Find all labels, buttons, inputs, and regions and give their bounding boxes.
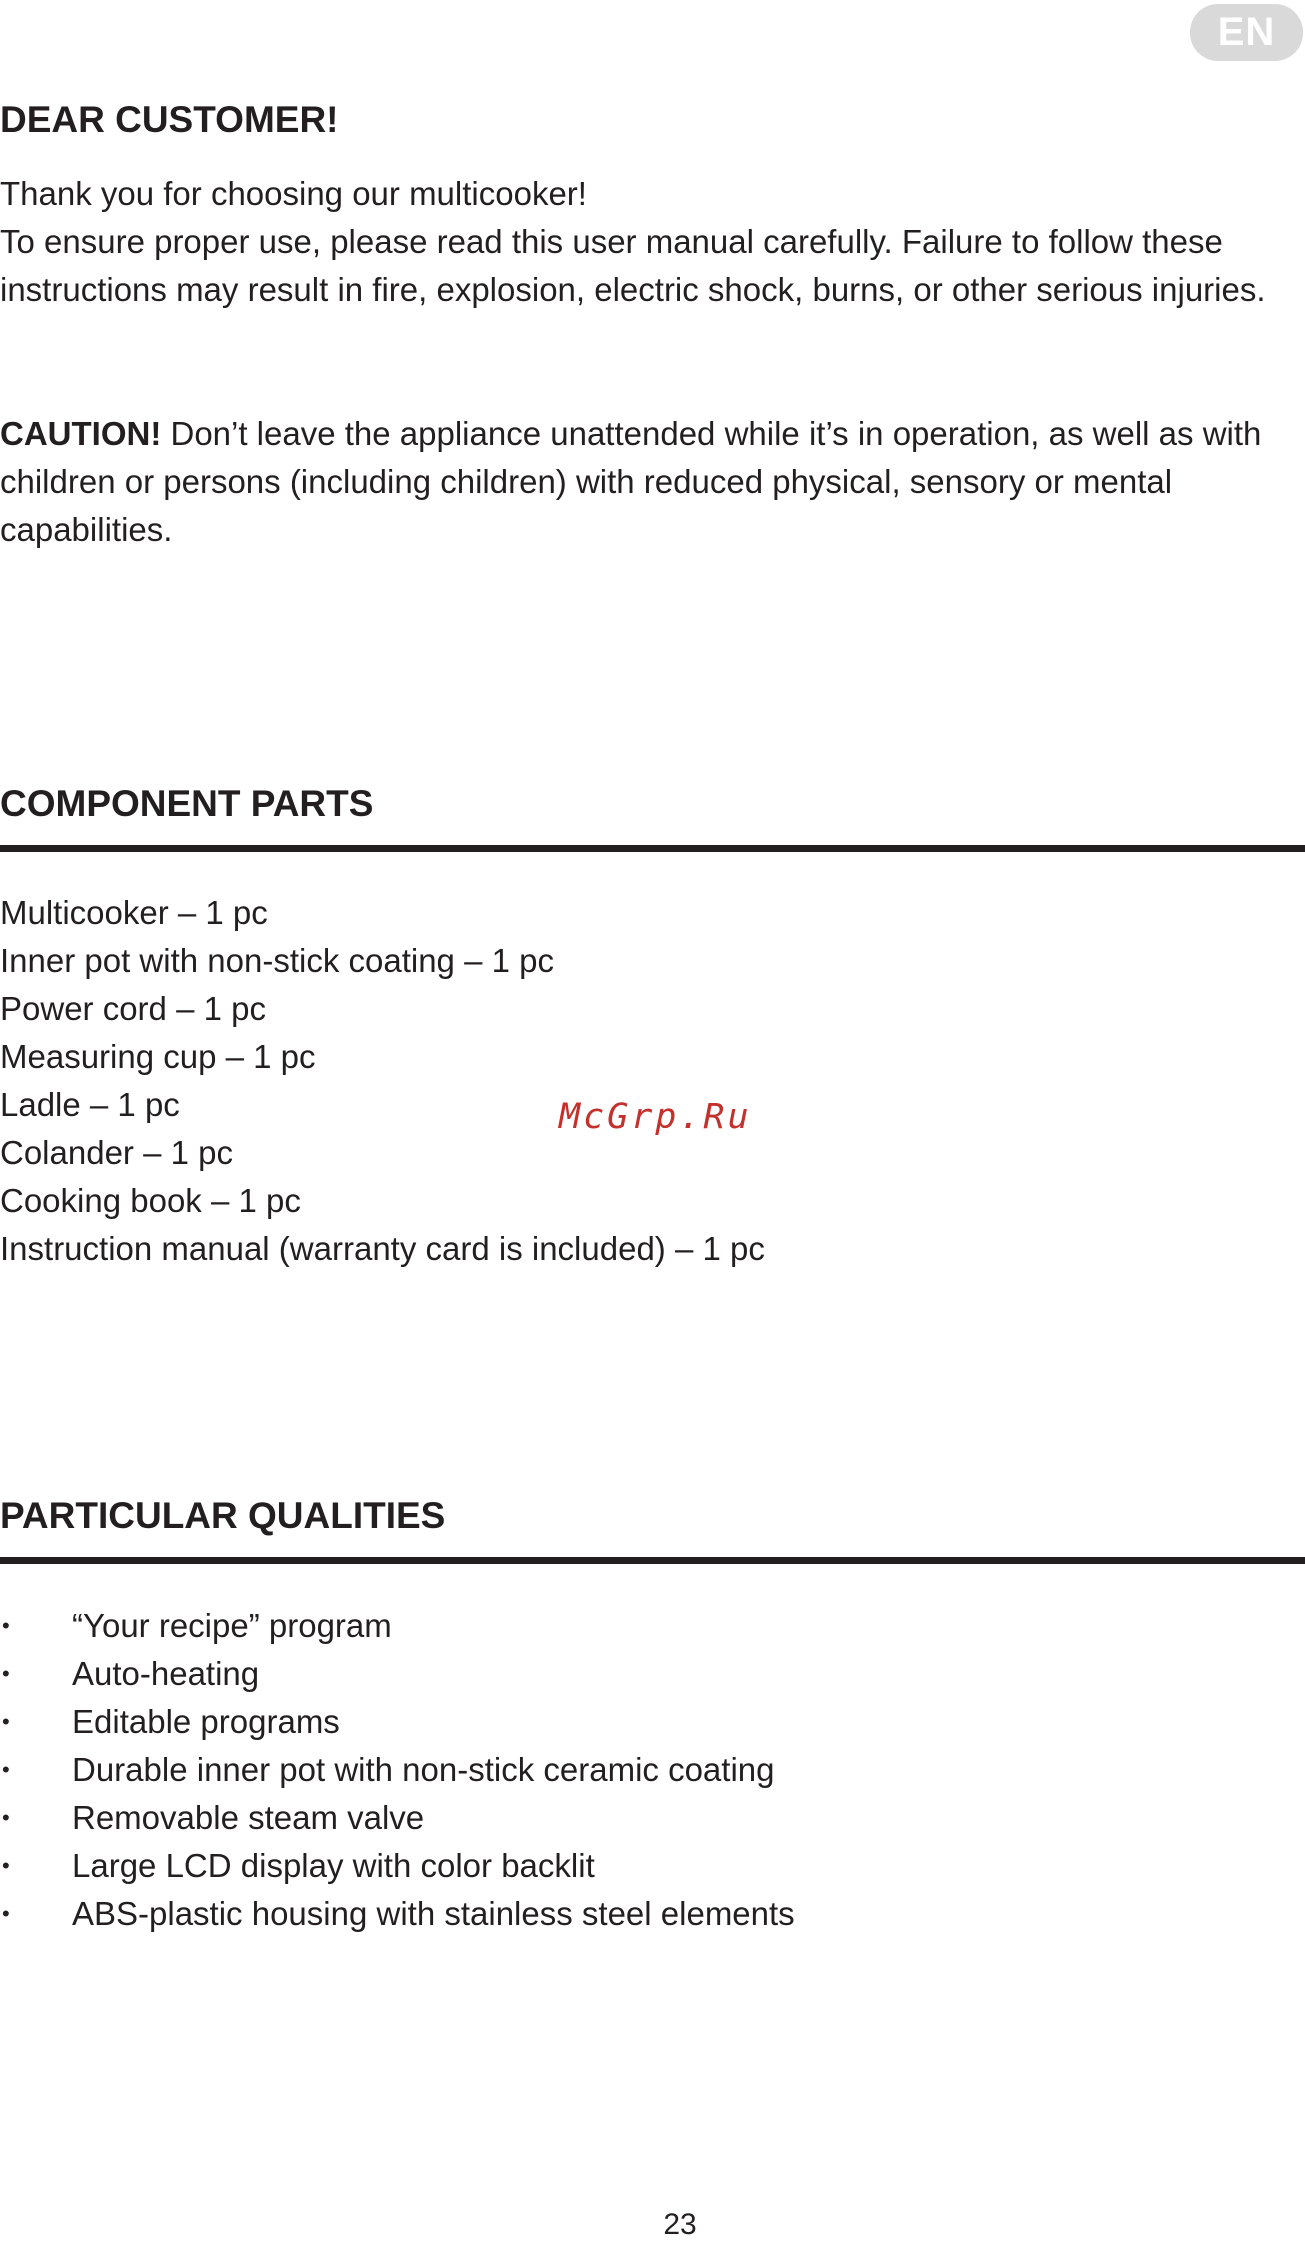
bullet-icon: •: [2, 1805, 10, 1830]
list-item-text: ABS-plastic housing with stainless steel elements: [72, 1895, 795, 1932]
section-divider: [0, 1557, 1305, 1564]
bullet-icon: •: [2, 1661, 10, 1686]
list-item-text: Removable steam valve: [72, 1799, 425, 1836]
list-item: [0, 1842, 795, 1890]
component-parts-heading: COMPONENT PARTS: [0, 783, 374, 824]
particular-qualities-list: [0, 1602, 795, 1938]
list-item: Colander – 1 pc: [0, 1134, 233, 1171]
list-item: [0, 1890, 795, 1938]
list-item: [0, 1746, 795, 1794]
dear-customer-heading: DEAR CUSTOMER!: [0, 99, 339, 140]
list-item: Ladle – 1 pc: [0, 1086, 180, 1123]
intro-line-thanks: Thank you for choosing our multicooker!: [0, 175, 587, 212]
list-item: [0, 1794, 795, 1842]
particular-qualities-heading: PARTICULAR QUALITIES: [0, 1495, 446, 1536]
component-parts-list: [0, 889, 765, 1273]
list-item: [0, 1650, 795, 1698]
bullet-icon: •: [2, 1613, 10, 1638]
watermark: McGrp.Ru: [559, 1097, 752, 1137]
page-number: 23: [663, 2208, 697, 2241]
list-item-text: “Your recipe” program: [72, 1607, 392, 1644]
list-item: Instruction manual (warranty card is included) – 1 pc: [0, 1230, 765, 1267]
list-item: [0, 1602, 795, 1650]
section-divider: [0, 845, 1305, 852]
bullet-icon: •: [2, 1853, 10, 1878]
caution-label: CAUTION!: [0, 415, 162, 452]
bullet-icon: •: [2, 1901, 10, 1926]
intro-line-instructions: To ensure proper use, please read this user manual carefully. Failure to follow these instructions may result in fire, explosion, electric shock, burns, or other serious injuries.: [0, 223, 1266, 308]
list-item: Measuring cup – 1 pc: [0, 1038, 316, 1075]
bullet-icon: •: [2, 1757, 10, 1782]
caution-paragraph: [0, 410, 1290, 554]
list-item: Power cord – 1 pc: [0, 990, 266, 1027]
list-item: [0, 1698, 795, 1746]
bullet-icon: •: [2, 1709, 10, 1734]
caution-text: Don’t leave the appliance unattended while it’s in operation, as well as with children or persons (including children) with reduced physical, sensory or mental capabilities.: [0, 415, 1262, 548]
list-item-text: Large LCD display with color backlit: [72, 1847, 595, 1884]
list-item: Cooking book – 1 pc: [0, 1182, 301, 1219]
list-item-text: Auto-heating: [72, 1655, 260, 1692]
intro-paragraph: [0, 170, 1290, 314]
list-item-text: Editable programs: [72, 1703, 340, 1740]
list-item: Inner pot with non-stick coating – 1 pc: [0, 942, 554, 979]
list-item: Multicooker – 1 pc: [0, 894, 268, 931]
list-item-text: Durable inner pot with non-stick ceramic coating: [72, 1751, 775, 1788]
language-badge: EN: [1190, 4, 1303, 61]
